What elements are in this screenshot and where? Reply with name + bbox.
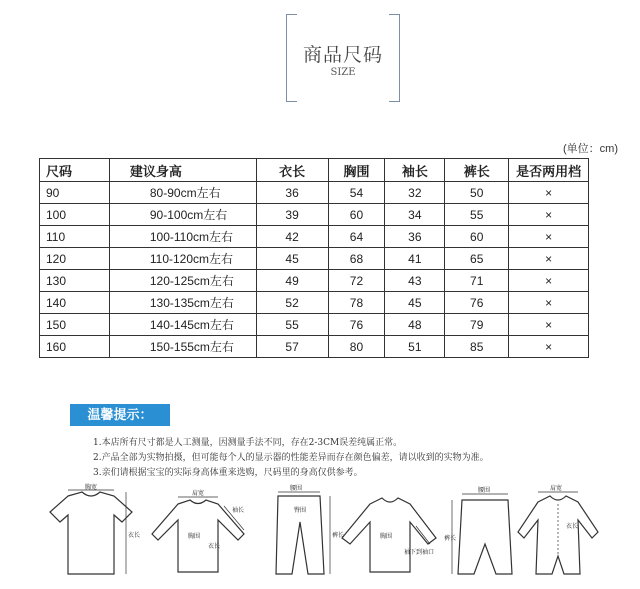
table-cell: × [509, 270, 589, 292]
table-cell: × [509, 248, 589, 270]
label-pants-length: 裤长 [332, 533, 345, 539]
table-cell: 42 [256, 226, 328, 248]
table-cell: 71 [445, 270, 509, 292]
tip-line: 2.产品全部为实物拍摄，但可能每个人的显示器的性能差异而存在颜色偏差，请以收到的实物为准。 [93, 453, 489, 463]
tshirt-illustration [50, 490, 132, 574]
table-row [40, 314, 589, 336]
label-romper-length: 衣长 [566, 524, 579, 530]
table-cell: 45 [385, 292, 445, 314]
table-cell: 79 [445, 314, 509, 336]
table-cell: 32 [385, 182, 445, 204]
col-header: 胸围 [328, 159, 385, 182]
table-cell: 76 [328, 314, 385, 336]
table-cell: 34 [385, 204, 445, 226]
table-cell: 55 [256, 314, 328, 336]
table-cell: × [509, 336, 589, 358]
table-cell: 120 [40, 248, 110, 270]
table-cell: 120-125cm左右 [109, 270, 256, 292]
table-cell: 130-135cm左右 [109, 292, 256, 314]
table-cell: 160 [40, 336, 110, 358]
table-cell: 57 [256, 336, 328, 358]
table-row [40, 336, 589, 358]
tip-line: 3.亲们请根据宝宝的实际身高体重来选购，尺码里的身高仅供参考。 [93, 468, 363, 478]
header-title-en: SIZE [330, 67, 356, 78]
table-cell: × [509, 182, 589, 204]
table-cell: 54 [328, 182, 385, 204]
label-top-chest: 胸围 [188, 534, 201, 540]
table-cell: 41 [385, 248, 445, 270]
table-cell: 140 [40, 292, 110, 314]
table-cell: 80 [328, 336, 385, 358]
table-cell: 100 [40, 204, 110, 226]
crotch-pants-illustration [452, 494, 512, 574]
table-cell: × [509, 204, 589, 226]
col-header: 是否两用档 [509, 159, 589, 182]
col-header: 尺码 [40, 159, 110, 182]
table-cell: 90-100cm左右 [109, 204, 256, 226]
table-cell: 78 [328, 292, 385, 314]
size-table [39, 158, 589, 358]
table-cell: 140-145cm左右 [109, 314, 256, 336]
unit-note: (单位：cm) [563, 143, 618, 155]
table-cell: 150 [40, 314, 110, 336]
table-cell: 43 [385, 270, 445, 292]
size-header [286, 14, 400, 100]
table-cell: 48 [385, 314, 445, 336]
table-cell: × [509, 292, 589, 314]
table-cell: 45 [256, 248, 328, 270]
label-tshirt-length: 衣长 [128, 533, 141, 539]
table-cell: 51 [385, 336, 445, 358]
table-row [40, 204, 589, 226]
label-tshirt-width: 胸宽 [85, 485, 98, 491]
table-row [40, 292, 589, 314]
table-cell: 68 [328, 248, 385, 270]
garment-measure-illustrations [38, 482, 603, 582]
label-raglan-sleeve: 袖下到袖口 [404, 550, 435, 556]
label-top-sleeve: 袖长 [232, 508, 245, 514]
table-cell: 60 [328, 204, 385, 226]
table-cell: 49 [256, 270, 328, 292]
label-top-shoulder: 肩宽 [192, 491, 205, 497]
table-cell: 130 [40, 270, 110, 292]
label-shorts-waist: 腰围 [478, 488, 491, 494]
table-cell: 85 [445, 336, 509, 358]
table-cell: × [509, 226, 589, 248]
label-shorts-length: 裤长 [444, 536, 457, 542]
col-header: 建议身高 [109, 159, 256, 182]
table-cell: 39 [256, 204, 328, 226]
col-header: 裤长 [445, 159, 509, 182]
table-row [40, 182, 589, 204]
table-header-row [40, 159, 589, 182]
table-cell: 65 [445, 248, 509, 270]
table-cell: 60 [445, 226, 509, 248]
label-raglan-chest: 胸围 [380, 534, 393, 540]
table-cell: 50 [445, 182, 509, 204]
table-cell: × [509, 314, 589, 336]
romper-illustration [518, 492, 598, 574]
table-row [40, 226, 589, 248]
table-cell: 150-155cm左右 [109, 336, 256, 358]
header-title-cn: 商品尺码 [302, 44, 383, 66]
col-header: 袖长 [385, 159, 445, 182]
label-pants-waist: 腰围 [290, 486, 303, 492]
pants-illustration [276, 492, 330, 574]
tips-badge: 温馨提示： [70, 404, 170, 426]
table-cell: 36 [385, 226, 445, 248]
table-cell: 72 [328, 270, 385, 292]
tips-notes [93, 436, 489, 481]
table-cell: 55 [445, 204, 509, 226]
table-cell: 80-90cm左右 [109, 182, 256, 204]
table-row [40, 248, 589, 270]
table-cell: 64 [328, 226, 385, 248]
col-header: 衣长 [256, 159, 328, 182]
table-cell: 110-120cm左右 [109, 248, 256, 270]
label-top-length: 衣长 [208, 544, 221, 550]
table-cell: 52 [256, 292, 328, 314]
label-romper-shoulder: 肩宽 [550, 486, 563, 492]
table-cell: 110 [40, 226, 110, 248]
table-cell: 100-110cm左右 [109, 226, 256, 248]
tip-line: 1.本店所有尺寸都是人工测量，因测量手法不同，存在2-3CM误差纯属正常。 [93, 438, 403, 448]
table-row [40, 270, 589, 292]
table-cell: 90 [40, 182, 110, 204]
table-cell: 76 [445, 292, 509, 314]
table-cell: 36 [256, 182, 328, 204]
label-pants-hip: 臀围 [294, 508, 307, 514]
